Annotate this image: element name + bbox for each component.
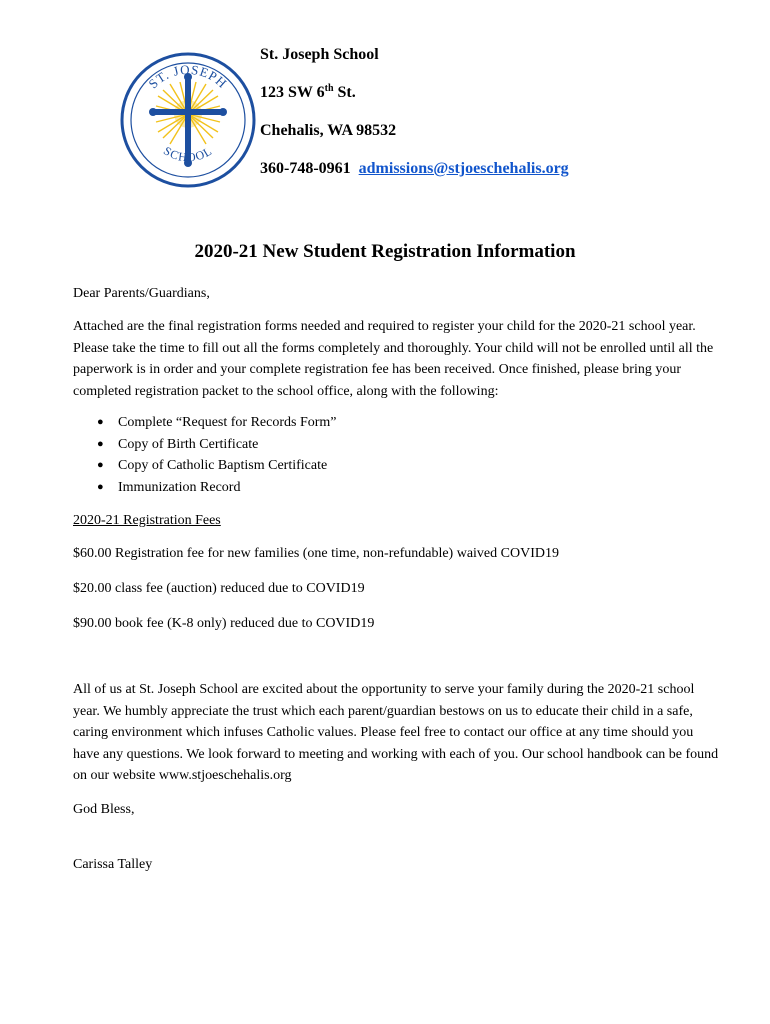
bullet-icon: ● (97, 480, 104, 493)
fees-heading: 2020-21 Registration Fees (73, 513, 221, 528)
required-items-list (97, 412, 337, 498)
list-item-text: Copy of Catholic Baptism Certificate (118, 458, 328, 473)
fee-line-class: $20.00 class fee (auction) reduced due to COVID19 (73, 581, 365, 596)
school-phone: 360-748-0961 (260, 160, 351, 177)
bullet-icon: ● (97, 459, 104, 471)
address-ordinal-suffix: th (324, 83, 334, 94)
closing: God Bless, (73, 802, 135, 817)
list-item-text: Copy of Birth Certificate (118, 436, 259, 452)
signature-name: Carissa Talley (73, 857, 153, 872)
school-city-state-zip: Chehalis, WA 98532 (260, 122, 397, 139)
list-item (97, 412, 337, 434)
address-number: 123 SW 6 (260, 84, 325, 101)
list-item (97, 455, 337, 477)
bullet-icon: ● (97, 416, 104, 428)
intro-paragraph: Attached are the final registration forms needed and required to register your child for the 2020-21 school year. Please take the time to fill out all the forms completely and thoroughly. Your child will not be enrolled until all the paperwork is in order and your complete registration fee has been received. Once finished, please bring your completed registration packet to the school office, along with the following: (73, 319, 714, 399)
fee-line-book: $90.00 book fee (K-8 only) reduced due to COVID19 (73, 616, 375, 631)
school-logo (118, 50, 258, 190)
list-item-text: Complete “Request for Records Form” (118, 415, 337, 430)
school-contact-block (260, 46, 569, 198)
salutation: Dear Parents/Guardians, (73, 286, 210, 301)
list-item-text: Immunization Record (118, 479, 241, 495)
bullet-icon: ● (97, 437, 104, 450)
admissions-email-link[interactable]: admissions@stjoeschehalis.org (358, 160, 569, 177)
list-item (97, 477, 337, 499)
school-street-address (260, 84, 569, 102)
school-seal-icon (118, 50, 258, 190)
school-contact-line (260, 160, 569, 178)
address-street: St. (333, 84, 356, 101)
school-name: St. Joseph School (260, 46, 379, 63)
logo-text-top: ST. JOSEPH (145, 61, 231, 92)
list-item (97, 434, 337, 456)
logo-text-bottom: SCHOOL (161, 143, 215, 165)
fee-line-registration: $60.00 Registration fee for new families (one time, non-refundable) waived COVID19 (73, 546, 559, 561)
document-title: 2020-21 New Student Registration Information (194, 241, 576, 262)
welcome-paragraph: All of us at St. Joseph School are excited about the opportunity to serve your family during the 2020-21 school year. We humbly appreciate the trust which each parent/guardian bestows on us to educate their child in a safe, caring environment which infuses Catholic values. Please feel free to contact our office at any time should you have any questions. We look forward to meeting and working with each of you. Our school handbook can be found on our website www.stjoeschehalis.org (73, 682, 719, 783)
